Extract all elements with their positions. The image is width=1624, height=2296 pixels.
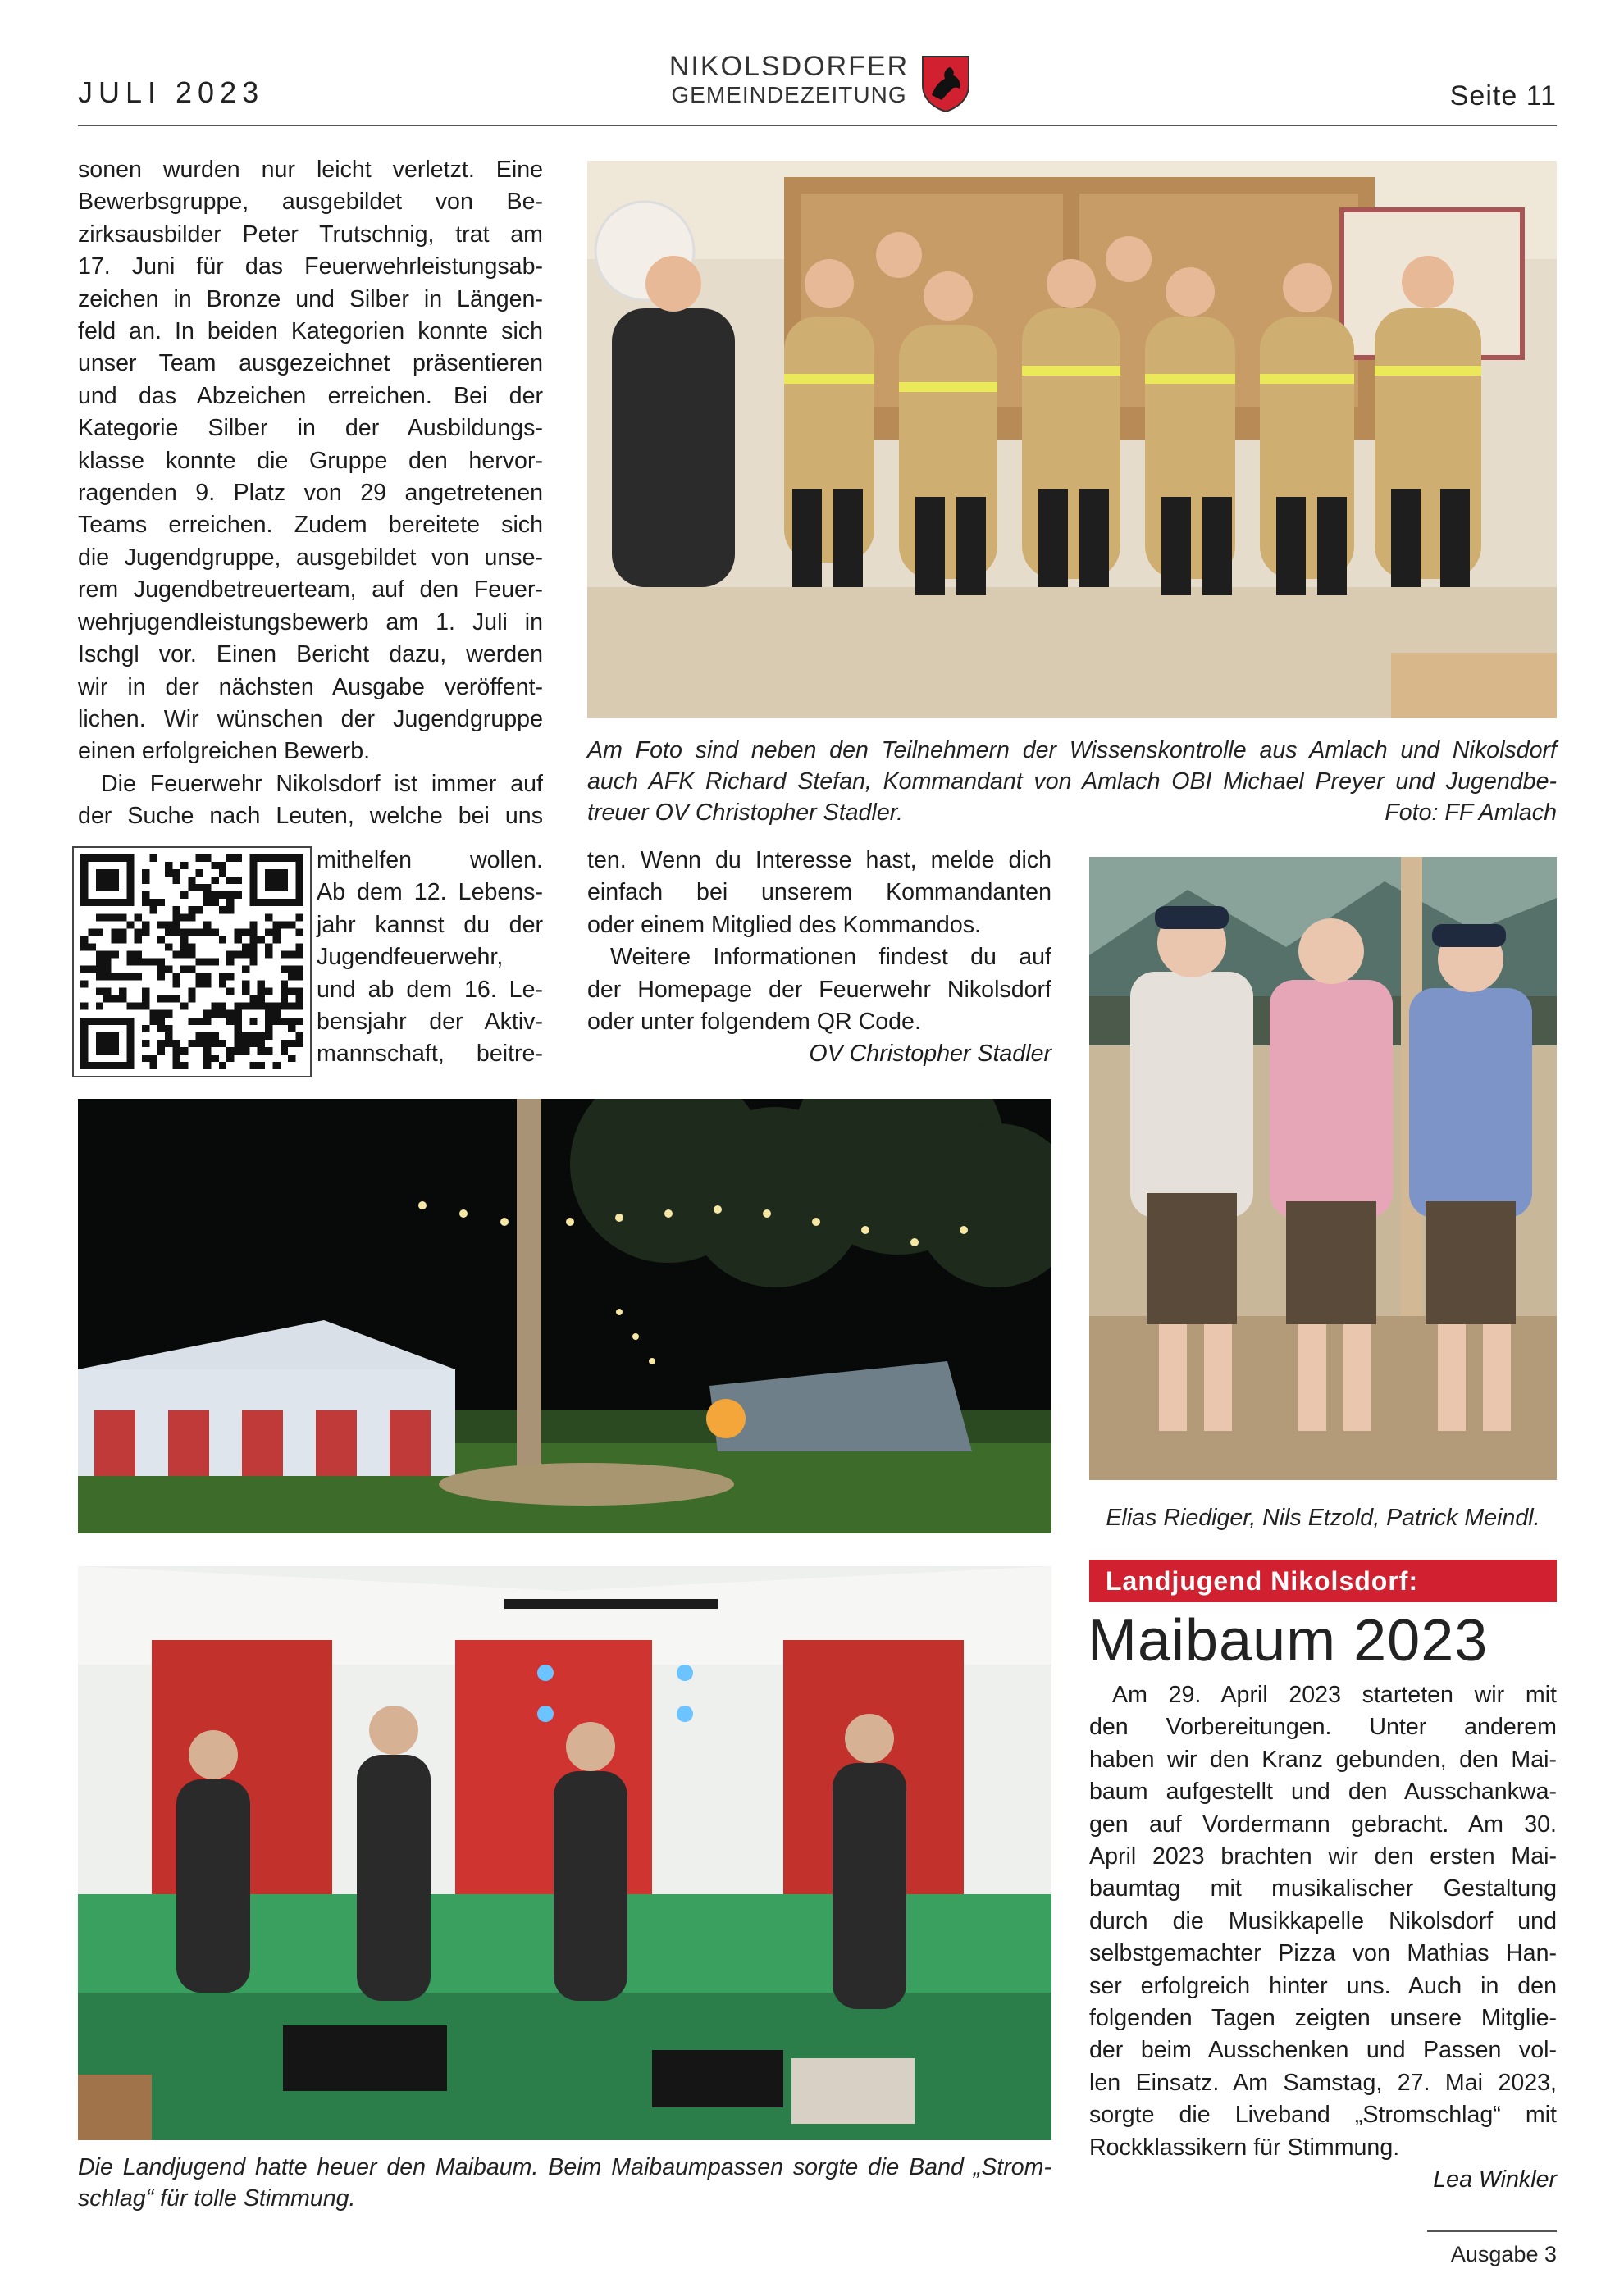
article2-body	[1089, 1679, 1557, 2197]
night-event-image	[78, 1099, 1051, 1533]
article1-line: Bewerbsgruppe, ausgebildet von Be-	[78, 189, 543, 216]
article2-line: selbstgemachter Pizza von Mathias Han-	[1089, 1940, 1557, 1967]
article1-line: oder unter folgendem QR Code.	[587, 1009, 921, 1036]
photo-band-stage	[78, 1566, 1051, 2140]
article1-para2	[78, 768, 543, 833]
article2-line: gen auf Vordermann gebracht. Am 30.	[1089, 1811, 1557, 1838]
article1-line: und ab dem 16. Le-	[317, 976, 543, 1003]
issue-number: Ausgabe 3	[1450, 2242, 1557, 2266]
caption-line: Die Landjugend hatte heuer den Maibaum. Beim Maibaumpassen sorgte die Band „Strom-	[78, 2154, 1051, 2180]
photo-credit: Foto: FF Amlach	[1385, 800, 1557, 826]
article1-line: lichen. Wir wünschen der Jugendgruppe	[78, 705, 543, 732]
photo-firefighter-group	[587, 161, 1557, 718]
article2-title: Maibaum 2023	[1088, 1608, 1489, 1674]
article2-line: sorgte die Liveband „Stromschlag“ mit	[1089, 2102, 1557, 2129]
logo-line-1: NIKOLSDORFER	[668, 51, 910, 82]
band-stage-image	[78, 1566, 1051, 2140]
article1-line: bensjahr der Aktiv-	[317, 1009, 543, 1036]
article1-line: Kategorie Silber in der Ausbildungs-	[78, 415, 543, 442]
qr-code-icon	[80, 854, 303, 1069]
article1-line: einfach bei unserem Kommandanten	[587, 879, 1051, 906]
article1-line: Weitere Informationen findest du auf	[610, 944, 1051, 971]
caption-line: schlag“ für tolle Stimmung.	[78, 2185, 356, 2212]
article1-line: die Jugendgruppe, ausgebildet von unse-	[78, 544, 543, 571]
article1-column2	[587, 845, 1051, 1071]
band-caption-lines	[78, 2152, 1051, 2214]
article1-line: unser Team ausgezeichnet präsentieren	[78, 350, 543, 377]
article2-line: baum aufgestellt und den Ausschankwa-	[1089, 1779, 1557, 1806]
firefighter-group-image	[587, 161, 1557, 718]
three-men-image	[1089, 857, 1557, 1480]
article2-line: Rockklassikern für Stimmung.	[1089, 2134, 1400, 2161]
masthead-logo	[666, 51, 969, 115]
article1-line: wir in der nächsten Ausgabe veröffent-	[78, 673, 543, 700]
article2-line: Am 29. April 2023 starteten wir mit	[1112, 1682, 1557, 1708]
article1-line: Jugendfeuerwehr,	[317, 944, 504, 971]
article1-line: feld an. In beiden Kategorien konnte sich	[78, 318, 543, 345]
article1-line: sonen wurden nur leicht verletzt. Eine	[78, 157, 543, 183]
article1-line: zeichen in Bronze und Silber in Längen-	[78, 285, 543, 312]
caption-line: auch AFK Richard Stefan, Kommandant von Amlach OBI Michael Preyer und Jugendbe-	[587, 768, 1557, 795]
footer-divider	[1427, 2230, 1557, 2232]
issue-date: JULI 2023	[78, 75, 265, 109]
header-divider	[78, 125, 1557, 126]
article1-line: Teams erreichen. Zudem bereitete sich	[78, 512, 543, 539]
article1-line: jahr kannst du der	[317, 911, 543, 938]
article1-column1	[78, 154, 543, 833]
article1-line: der Homepage der Feuerwehr Nikolsdorf	[587, 976, 1051, 1003]
caption-line: Am Foto sind neben den Teilnehmern der Wissenskontrolle aus Amlach und Nikolsdorf	[587, 737, 1557, 763]
article1-line: ten. Wenn du Interesse hast, melde dich	[587, 847, 1051, 873]
article2-line: len Einsatz. Am Samstag, 27. Mai 2023,	[1089, 2069, 1557, 2096]
photo-night-event	[78, 1099, 1051, 1533]
article1-line: und das Abzeichen erreichen. Bei der	[78, 382, 543, 409]
three-men-caption: Elias Riediger, Nils Etzold, Patrick Meindl.	[1106, 1505, 1540, 1531]
article1-line: 17. Juni für das Feuerwehrleistungsab-	[78, 253, 543, 280]
caption-lines	[587, 735, 1557, 797]
article2-line: folgenden Tagen zeigten unsere Mitglie-	[1089, 2005, 1557, 2032]
article1-para1	[78, 154, 543, 768]
article1-col2-para2	[587, 941, 1051, 1038]
article1-line: Die Feuerwehr Nikolsdorf ist immer auf	[101, 770, 543, 797]
article1-narrow-column	[317, 845, 543, 1071]
qr-code[interactable]	[72, 846, 312, 1077]
article2-line: April 2023 brachten wir den ersten Mai-	[1089, 1843, 1557, 1870]
article1-line: ragenden 9. Platz von 29 angetretenen	[78, 480, 543, 507]
article2-line: den Vorbereitungen. Unter anderem	[1089, 1714, 1557, 1741]
caption-last-text: treuer OV Christopher Stadler.	[587, 800, 904, 826]
article1-author: OV Christopher Stadler	[809, 1041, 1051, 1068]
article2-line: haben wir den Kranz gebunden, den Mai-	[1089, 1746, 1557, 1773]
coat-of-arms-icon	[920, 54, 971, 113]
article1-line: mithelfen wollen.	[317, 847, 543, 873]
article2-line: ser erfolgreich hinter uns. Auch in den	[1089, 1972, 1557, 1999]
photo-three-men	[1089, 857, 1557, 1480]
article1-line: mannschaft, beitre-	[317, 1041, 543, 1068]
page-number: Seite 11	[1449, 80, 1557, 112]
article1-line: zirksausbilder Peter Trutschnig, trat am	[78, 221, 543, 248]
article1-col2-para1	[587, 845, 1051, 941]
article1-line: Ab dem 12. Lebens-	[317, 879, 543, 906]
article2-line: der beim Ausschenken und Passen vol-	[1089, 2037, 1557, 2064]
article2-line: baumtag mit musikalischer Gestaltung	[1089, 1875, 1557, 1902]
article1-line: wehrjugendleistungsbewerb am 1. Juli in	[78, 608, 543, 636]
article2-line: durch die Musikkapelle Nikolsdorf und	[1089, 1907, 1557, 1934]
logo-line-2: GEMEINDEZEITUNG	[671, 82, 907, 107]
article2-author: Lea Winkler	[1433, 2166, 1557, 2194]
article1-line: klasse konnte die Gruppe den hervor-	[78, 447, 543, 474]
article1-line: der Suche nach Leuten, welche bei uns	[78, 803, 543, 830]
caption-last-line	[587, 797, 1557, 828]
article1-line: Ischgl vor. Einen Bericht dazu, werden	[78, 641, 543, 668]
section-kicker: Landjugend Nikolsdorf:	[1089, 1560, 1557, 1602]
firefighter-photo-caption	[587, 735, 1557, 828]
article1-line: rem Jugendbetreuerteam, auf den Feuer-	[78, 576, 543, 604]
article1-para2-wrap	[317, 845, 543, 1071]
band-photo-caption	[78, 2152, 1051, 2214]
article2-paragraph	[1089, 1679, 1557, 2164]
article1-line: oder einem Mitglied des Kommandos.	[587, 911, 981, 938]
article1-line: einen erfolgreichen Bewerb.	[78, 738, 371, 765]
